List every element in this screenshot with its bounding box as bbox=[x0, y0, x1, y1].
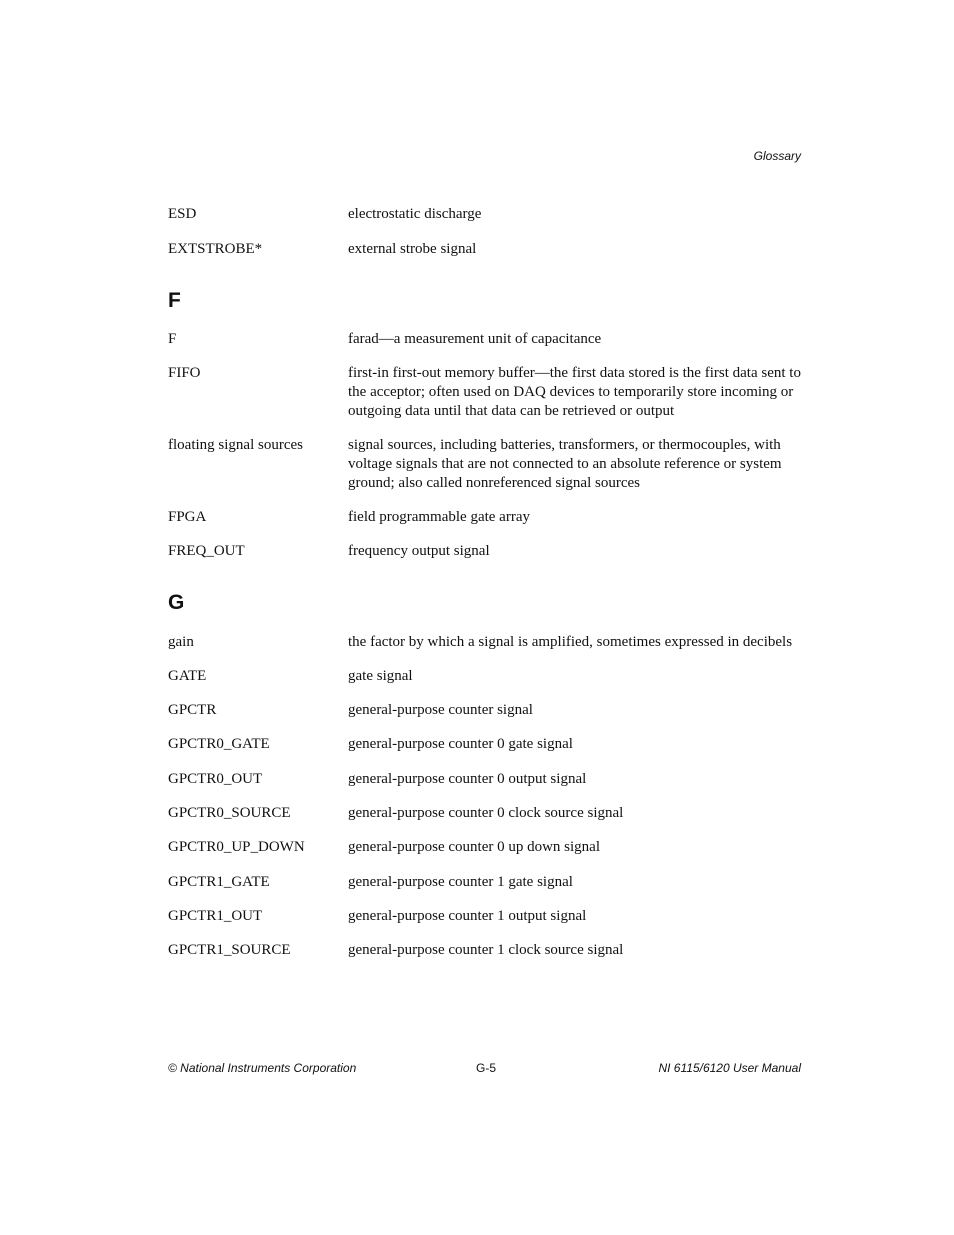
glossary-definition: general-purpose counter 1 gate signal bbox=[348, 874, 573, 890]
glossary-entry bbox=[168, 701, 801, 720]
glossary-entry-wrap bbox=[168, 364, 801, 421]
glossary-term: FIFO bbox=[168, 365, 201, 381]
glossary-entry bbox=[168, 873, 801, 892]
glossary-definition: gate signal bbox=[348, 668, 413, 684]
glossary-definition: general-purpose counter signal bbox=[348, 702, 533, 718]
glossary-entry bbox=[168, 667, 801, 686]
glossary-entry bbox=[168, 838, 801, 857]
glossary-entry bbox=[168, 436, 801, 493]
glossary-entry bbox=[168, 205, 801, 224]
glossary-entry bbox=[168, 330, 801, 349]
glossary-definition: field programmable gate array bbox=[348, 509, 530, 525]
glossary-entry bbox=[168, 240, 801, 259]
glossary-entry-wrap bbox=[168, 667, 801, 686]
glossary-term: GPCTR1_SOURCE bbox=[168, 942, 291, 958]
glossary-entry-wrap bbox=[168, 633, 801, 652]
glossary-section-e-cont bbox=[168, 240, 801, 259]
glossary-definition: general-purpose counter 0 output signal bbox=[348, 771, 587, 787]
glossary-entry bbox=[168, 770, 801, 789]
glossary-definition: general-purpose counter 1 output signal bbox=[348, 908, 587, 924]
glossary-term: ESD bbox=[168, 206, 197, 222]
glossary-entry-wrap bbox=[168, 770, 801, 789]
glossary-definition: general-purpose counter 0 clock source signal bbox=[348, 805, 624, 821]
glossary-entry-wrap bbox=[168, 873, 801, 892]
glossary-definition: general-purpose counter 1 clock source signal bbox=[348, 942, 624, 958]
glossary-term: EXTSTROBE* bbox=[168, 241, 263, 257]
glossary-term: GPCTR1_GATE bbox=[168, 874, 270, 890]
section-heading-g: G bbox=[168, 591, 185, 614]
footer-page-number: G-5 bbox=[476, 1061, 497, 1075]
glossary-entry-wrap bbox=[168, 330, 801, 349]
glossary-entry-wrap bbox=[168, 701, 801, 720]
glossary-entry bbox=[168, 508, 801, 527]
glossary-entry-wrap bbox=[168, 735, 801, 754]
glossary-entry bbox=[168, 941, 801, 960]
page-footer bbox=[168, 1061, 801, 1079]
glossary-definition: the factor by which a signal is amplified, sometimes expressed in decibels bbox=[348, 634, 793, 650]
glossary-entry bbox=[168, 364, 801, 421]
glossary-term: GPCTR0_OUT bbox=[168, 771, 263, 787]
glossary-definition: general-purpose counter 0 gate signal bbox=[348, 736, 573, 752]
glossary-definition: first-in first-out memory buffer—the first data stored is the first data sent to the acceptor; often used on DAQ devices to temporarily store incoming or outgoing data until that data can be retrieved or output bbox=[348, 365, 801, 419]
footer-copyright: © National Instruments Corporation bbox=[168, 1061, 357, 1075]
glossary-entry bbox=[168, 633, 801, 652]
glossary-term: FREQ_OUT bbox=[168, 543, 245, 559]
glossary-definition: electrostatic discharge bbox=[348, 206, 482, 222]
glossary-term: GPCTR0_UP_DOWN bbox=[168, 839, 305, 855]
glossary-term: GPCTR bbox=[168, 702, 217, 718]
glossary-entry-wrap bbox=[168, 542, 801, 561]
glossary-entry-wrap bbox=[168, 941, 801, 960]
glossary-term: FPGA bbox=[168, 509, 207, 525]
glossary-entry bbox=[168, 804, 801, 823]
glossary-definition: farad—a measurement unit of capacitance bbox=[348, 331, 602, 347]
glossary-definition: external strobe signal bbox=[348, 241, 477, 257]
glossary-entry bbox=[168, 907, 801, 926]
glossary-entry-wrap bbox=[168, 804, 801, 823]
glossary-term: gain bbox=[168, 634, 194, 650]
running-head: Glossary bbox=[753, 149, 801, 163]
glossary-term: GPCTR0_GATE bbox=[168, 736, 270, 752]
glossary-entry-wrap bbox=[168, 508, 801, 527]
glossary-term: floating signal sources bbox=[168, 437, 303, 453]
section-heading-f: F bbox=[168, 289, 181, 312]
glossary-definition: signal sources, including batteries, transformers, or thermocouples, with voltage signals that are not connected to an absolute reference or system ground; also called nonreferenced signal sources bbox=[348, 437, 782, 491]
glossary-entry-wrap bbox=[168, 436, 801, 493]
glossary-term: GPCTR1_OUT bbox=[168, 908, 263, 924]
glossary-entry bbox=[168, 542, 801, 561]
glossary-term: GATE bbox=[168, 668, 207, 684]
footer-manual-title: NI 6115/6120 User Manual bbox=[658, 1061, 801, 1075]
glossary-section-e bbox=[168, 205, 801, 224]
glossary-term: F bbox=[168, 331, 177, 347]
glossary-entry-wrap bbox=[168, 838, 801, 857]
glossary-definition: frequency output signal bbox=[348, 543, 490, 559]
glossary-entry bbox=[168, 735, 801, 754]
glossary-definition: general-purpose counter 0 up down signal bbox=[348, 839, 601, 855]
glossary-entry-wrap bbox=[168, 907, 801, 926]
glossary-term: GPCTR0_SOURCE bbox=[168, 805, 291, 821]
